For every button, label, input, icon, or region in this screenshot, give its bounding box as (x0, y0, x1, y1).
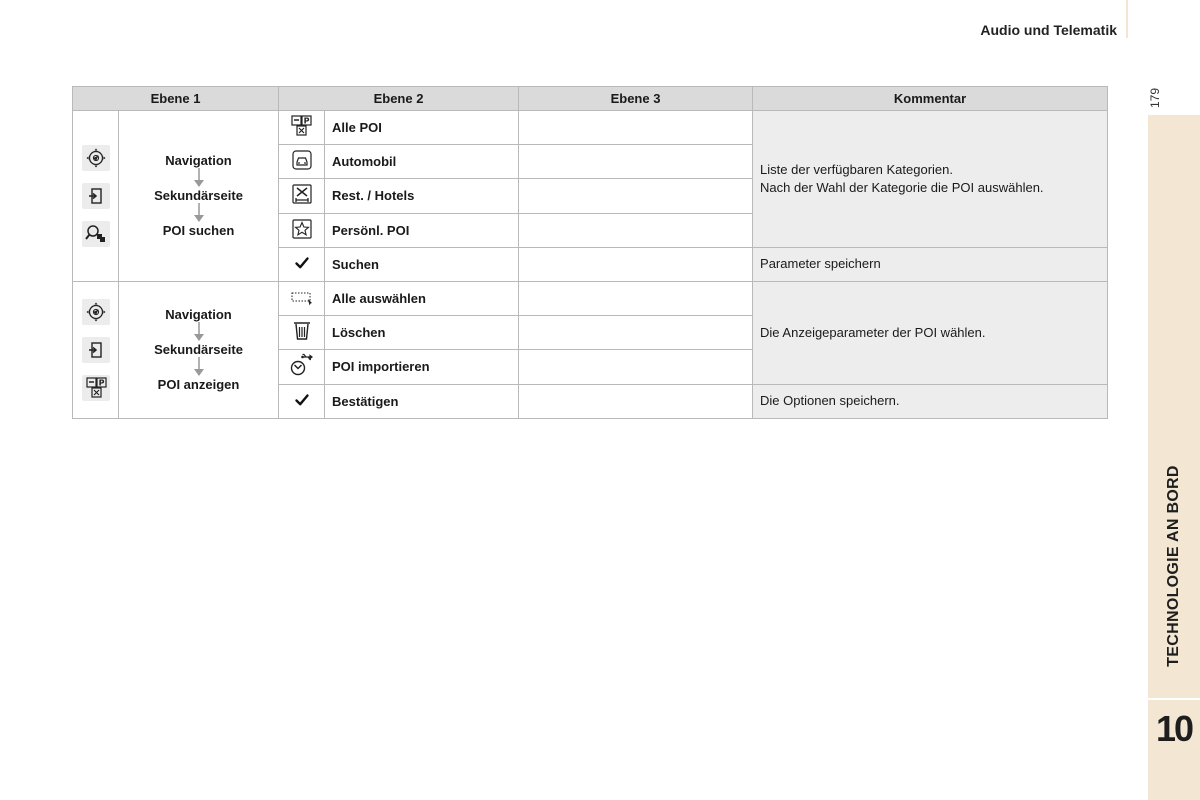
page-header-title: Audio und Telematik (980, 22, 1117, 38)
comment-cell (753, 247, 1108, 281)
car-icon-cell (279, 145, 325, 179)
secondary-page-icon (82, 183, 110, 209)
level1-step-poi-search: POI suchen (162, 223, 235, 239)
header-divider (1126, 0, 1128, 38)
restaurant-hotel-icon-cell (279, 179, 325, 213)
level3-cell (519, 316, 753, 350)
level2-label: Rest. / Hotels (325, 179, 519, 213)
comment-line: Liste der verfügbaren Kategorien. (760, 161, 953, 177)
svg-text:P: P (98, 378, 104, 388)
arrow-down-icon (192, 168, 206, 188)
level2-label: Löschen (325, 316, 519, 350)
level2-label: Suchen (325, 247, 519, 281)
level1-step-navigation: Navigation (165, 153, 232, 169)
poi-menu-table (72, 86, 1108, 419)
column-header-comment: Kommentar (753, 87, 1108, 111)
chapter-tab-divider (1148, 698, 1200, 700)
table-row (73, 111, 1108, 145)
trash-icon-cell (279, 316, 325, 350)
level3-cell (519, 179, 753, 213)
level1-step-navigation: Navigation (165, 307, 232, 323)
level3-cell (519, 213, 753, 247)
level3-cell (519, 350, 753, 384)
level1-icons-cell (73, 111, 119, 282)
checkmark-icon-cell (279, 247, 325, 281)
level1-icons-cell (73, 281, 119, 418)
level3-cell (519, 145, 753, 179)
star-icon (291, 218, 313, 240)
comment-cell (753, 281, 1108, 384)
level3-cell (519, 247, 753, 281)
level2-label: Persönl. POI (325, 213, 519, 247)
checkmark-icon-cell (279, 384, 325, 418)
arrow-down-icon (192, 203, 206, 223)
level1-path-cell (119, 281, 279, 418)
navigation-compass-icon (82, 145, 110, 171)
checkmark-icon (294, 392, 310, 408)
comment-line: Parameter speichern (760, 256, 881, 272)
level3-cell (519, 384, 753, 418)
column-header-level3: Ebene 3 (519, 87, 753, 111)
restaurant-hotel-icon (291, 183, 313, 205)
level1-step-secondary-page: Sekundärseite (154, 342, 243, 358)
level2-label: Bestätigen (325, 384, 519, 418)
usb-import-icon (289, 352, 315, 378)
secondary-page-icon (82, 337, 110, 363)
chapter-tab-title-text: TECHNOLOGIE AN BORD (1165, 465, 1182, 667)
comment-line: Die Anzeigeparameter der POI wählen. (760, 324, 986, 340)
level1-step-secondary-page: Sekundärseite (154, 188, 243, 204)
poi-display-icon (82, 375, 110, 401)
level3-cell (519, 111, 753, 145)
trash-icon (291, 320, 313, 342)
select-all-icon-cell (279, 281, 325, 315)
select-all-icon (290, 287, 314, 307)
comment-cell (753, 384, 1108, 418)
level1-path-cell (119, 111, 279, 282)
poi-all-icon (291, 115, 313, 137)
column-header-level2: Ebene 2 (279, 87, 519, 111)
arrow-down-icon (192, 322, 206, 342)
svg-text:P: P (303, 116, 309, 126)
poi-search-icon (82, 221, 110, 247)
level2-label: Automobil (325, 145, 519, 179)
level2-label: Alle POI (325, 111, 519, 145)
chapter-tab-title (1124, 465, 1200, 667)
poi-all-icon-cell (279, 111, 325, 145)
table-header-row (73, 87, 1108, 111)
level2-label: Alle auswählen (325, 281, 519, 315)
level1-step-poi-display: POI anzeigen (157, 377, 240, 393)
star-icon-cell (279, 213, 325, 247)
comment-cell (753, 111, 1108, 248)
car-icon (291, 149, 313, 171)
comment-line: Nach der Wahl der Kategorie die POI auswählen. (760, 179, 1044, 195)
checkmark-icon (294, 255, 310, 271)
usb-import-icon-cell (279, 350, 325, 384)
comment-line: Die Optionen speichern. (760, 393, 900, 409)
chapter-number: 10 (1155, 708, 1193, 749)
page-number: 179 (1148, 87, 1162, 108)
navigation-compass-icon (82, 299, 110, 325)
column-header-level1: Ebene 1 (73, 87, 279, 111)
arrow-down-icon (192, 357, 206, 377)
level3-cell (519, 281, 753, 315)
level2-label: POI importieren (325, 350, 519, 384)
table-row (73, 281, 1108, 315)
